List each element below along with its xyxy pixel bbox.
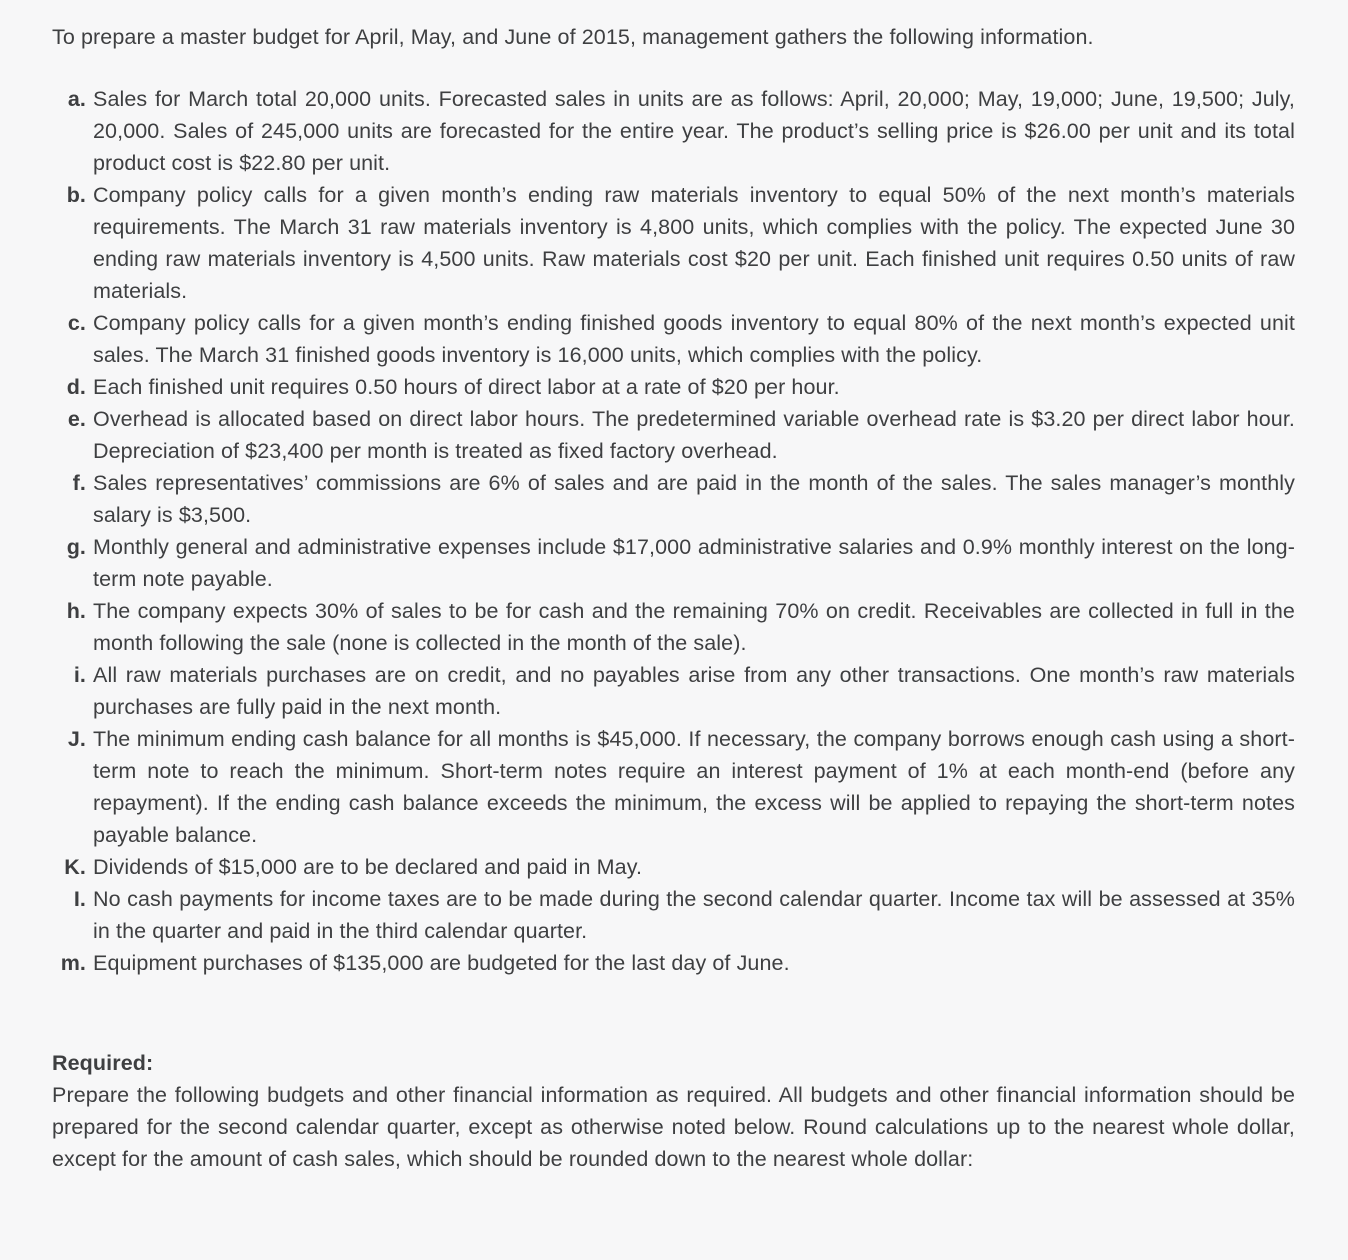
list-item-g <box>52 531 1295 595</box>
list-item-b <box>52 179 1295 307</box>
list-item-f <box>52 467 1295 531</box>
list-marker: m. <box>60 951 86 975</box>
list-item-text: The company expects 30% of sales to be for cash and the remaining 70% on credit. Receivables are collected in full in the month following the sale (none is collected in the month of the sale). <box>93 599 1295 655</box>
list-item-text: Equipment purchases of $135,000 are budgeted for the last day of June. <box>93 951 790 975</box>
list-item-c <box>52 307 1295 371</box>
list-marker: b. <box>66 183 86 207</box>
list-marker: I. <box>73 887 86 911</box>
list-item-d <box>52 371 1295 403</box>
required-heading: Required: <box>52 1051 154 1075</box>
list-item-text: All raw materials purchases are on credit, and no payables arise from any other transactions. One month’s raw materials purchases are fully paid in the next month. <box>93 663 1295 719</box>
list-marker: e. <box>67 407 86 431</box>
intro-paragraph: To prepare a master budget for April, May, and June of 2015, management gathers the following information. <box>52 25 1094 49</box>
list-item-text: Monthly general and administrative expenses include $17,000 administrative salaries and 0.9% monthly interest on the long-term note payable. <box>93 535 1295 591</box>
list-item-m <box>52 947 1295 979</box>
required-body: Prepare the following budgets and other financial information as required. All budgets and other financial information should be prepared for the second calendar quarter, except as otherwise noted below. Round calculations up to the nearest whole dollar, except for the amount of cash sales, which should be rounded down to the nearest whole dollar: <box>52 1083 1295 1171</box>
list-marker: f. <box>72 471 86 495</box>
list-item-i <box>52 659 1295 723</box>
assumption-list <box>52 83 1295 979</box>
list-marker: g. <box>66 535 86 559</box>
list-marker: J. <box>67 727 86 751</box>
list-item-text: Each finished unit requires 0.50 hours of direct labor at a rate of $20 per hour. <box>93 375 840 399</box>
list-marker: d. <box>66 375 86 399</box>
list-item-text: Company policy calls for a given month’s ending finished goods inventory to equal 80% of the next month’s expected unit sales. The March 31 finished goods inventory is 16,000 units, which complies with the policy. <box>93 311 1295 367</box>
list-item-k <box>52 851 1295 883</box>
list-item-text: Sales for March total 20,000 units. Forecasted sales in units are as follows: April, 20,000; May, 19,000; June, 19,500; July, 20,000. Sales of 245,000 units are forecasted for the entire year. The product’s selling price is $26.00 per unit and its total product cost is $22.80 per unit. <box>93 87 1295 175</box>
required-section <box>52 1047 1295 1175</box>
list-item-text: Company policy calls for a given month’s ending raw materials inventory to equal 50% of the next month’s materials requirements. The March 31 raw materials inventory is 4,800 units, which complies with the policy. The expected June 30 ending raw materials inventory is 4,500 units. Raw materials cost $20 per unit. Each finished unit requires 0.50 units of raw materials. <box>93 183 1295 303</box>
list-item-text: Overhead is allocated based on direct labor hours. The predetermined variable overhead rate is $3.20 per direct labor hour. Depreciation of $23,400 per month is treated as fixed factory overhead. <box>93 407 1295 463</box>
list-item-j <box>52 723 1295 851</box>
list-item-text: No cash payments for income taxes are to be made during the second calendar quarter. Income tax will be assessed at 35% in the quarter and paid in the third calendar quarter. <box>93 887 1295 943</box>
list-item-e <box>52 403 1295 467</box>
list-item-text: Sales representatives’ commissions are 6% of sales and are paid in the month of the sales. The sales manager’s monthly salary is $3,500. <box>93 471 1295 527</box>
list-marker: i. <box>73 663 86 687</box>
list-item-h <box>52 595 1295 659</box>
list-marker: c. <box>67 311 86 335</box>
list-item-a <box>52 83 1295 179</box>
list-item-text: Dividends of $15,000 are to be declared and paid in May. <box>93 855 643 879</box>
list-marker: a. <box>67 87 86 111</box>
list-item-l <box>52 883 1295 947</box>
list-marker: h. <box>66 599 86 623</box>
list-item-text: The minimum ending cash balance for all months is $45,000. If necessary, the company borrows enough cash using a short-term note to reach the minimum. Short-term notes require an interest payment of 1% at each month-end (before any repayment). If the ending cash balance exceeds the minimum, the excess will be applied to repaying the short-term notes payable balance. <box>93 727 1295 847</box>
list-marker: K. <box>64 855 86 879</box>
